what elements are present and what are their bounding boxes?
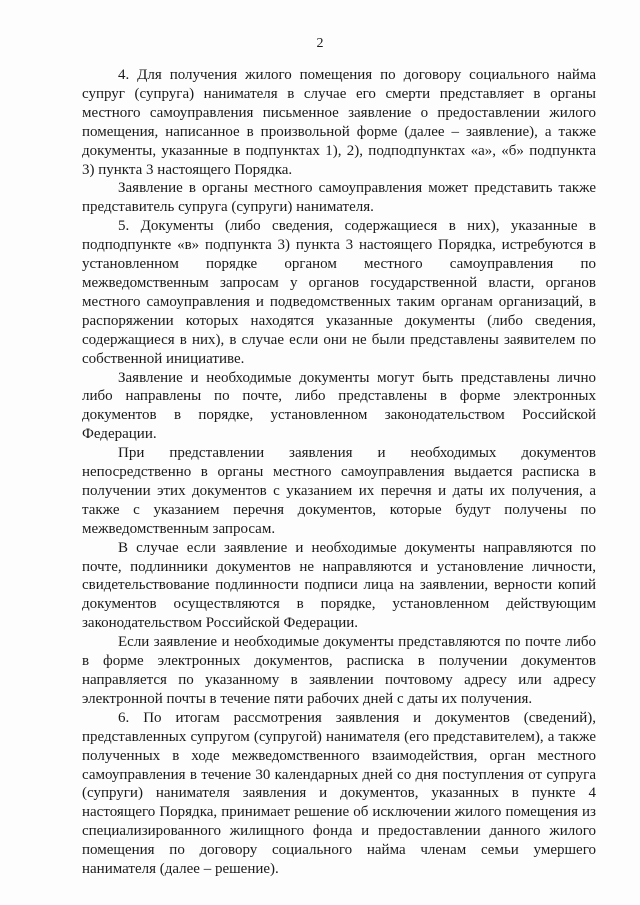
- paragraph-postal-submission: В случае если заявление и необходимые документы направляются по почте, подлинники документов не направляются и установление личности, свидетельствование подлинности подписи лица на заявлении, верности копий документов осуществляются в порядке, установленном действующим законодательством Российской Федерации.: [82, 539, 596, 632]
- paragraph-submission-methods: Заявление и необходимые документы могут быть представлены лично либо направлены по почте, либо представлены в форме электронных документов в порядке, установленном законодательством Российской Федерации.: [82, 369, 596, 443]
- paragraph-item-5: 5. Документы (либо сведения, содержащиеся в них), указанные в подподпункте «в» подпункта 3) пункта 3 настоящего Порядка, истребуются в установленном порядке органом местного самоуправления по межведомственным запросам у органов государственной власти, органов местного самоуправления и подведомственных таким органам организаций, в распоряжении которых находятся указанные документы (либо сведения, содержащиеся в них), в случае если они не были представлены заявителем по собственной инициативе.: [82, 218, 596, 367]
- paragraph-receipt-in-person: При представлении заявления и необходимых документов непосредственно в органы местного самоуправления выдается расписка в получении этих документов с указанием их перечня и даты их получения, а также с указанием перечня документов, которые будут получены по межведомственным запросам.: [82, 445, 596, 537]
- paragraph-item-4: 4. Для получения жилого помещения по договору социального найма супруг (супруга) нанимателя в случае его смерти представляет в органы местного самоуправления письменное заявление о предоставлении жилого помещения, написанное в произвольной форме (далее – заявление), а также документы, указанные в подпунктах 1), 2), подподпунктах «а», «б» подпункта 3) пункта 3 настоящего Порядка.: [82, 67, 596, 178]
- paragraph-representative: Заявление в органы местного самоуправления может представить также представитель супруга (супруги) нанимателя.: [82, 180, 596, 216]
- paragraph-item-6: 6. По итогам рассмотрения заявления и документов (сведений), представленных супругом (супругой) нанимателя (его представителем), а также полученных в ходе межведомственного взаимодействия, орган местного самоуправления в течение 30 календарных дней со дня поступления от супруга (супруги) нанимателя заявления и документов, указанных в пункте 4 настоящего Порядка, принимает решение об исключении жилого помещения из специализированного жилищного фонда и предоставлении данного жилого помещения по договору социального найма членам семьи умершего нанимателя (далее – решение).: [82, 709, 596, 878]
- document-body: [82, 66, 596, 879]
- page-number: 2: [316, 36, 324, 51]
- paragraph-receipt-by-mail: Если заявление и необходимые документы представляются по почте либо в форме электронных документов, расписка в получении документов направляется по указанному в заявлении почтовому адресу или адресу электронной почты в течение пяти рабочих дней с даты их получения.: [82, 634, 596, 707]
